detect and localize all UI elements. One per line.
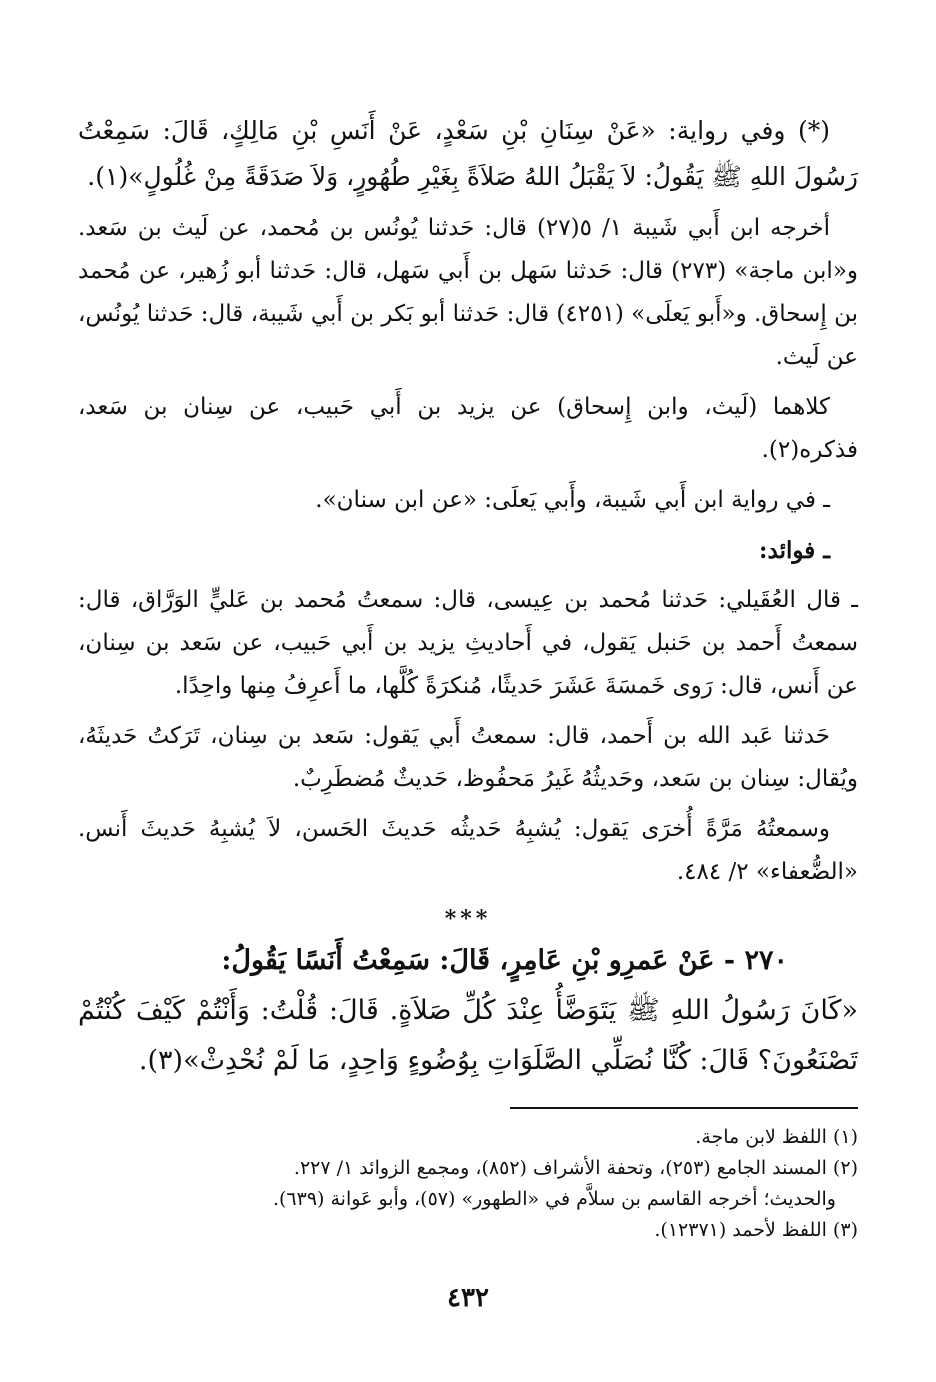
fawaid-heading: ـ فوائد:	[759, 537, 830, 564]
footnote-divider	[510, 1107, 858, 1109]
chain-paragraph: كلاهما (لَيث، وابن إِسحاق) عن يزيد بن أَبي حَبيب، عن سِنان بن سَعد، فذكره(٢).	[78, 394, 858, 463]
hadith-heading: ٢٧٠ - عَنْ عَمرِو بْنِ عَامِرٍ، قَالَ: سَمِعْتُ أَنَسًا يَقُولُ:	[221, 945, 788, 976]
footnote-2: (٢) المسند الجامع (٢٥٣)، وتحفة الأشراف (٨٥٢)، ومجمع الزوائد ١/ ٢٢٧.	[293, 1157, 858, 1179]
footnote-2-continuation: والحديث؛ أخرجه القاسم بن سلاَّم في «الطهور» (٥٧)، وأبو عَوانة (٦٣٩).	[272, 1188, 836, 1210]
footnote-1: (١) اللفظ لابن ماجة.	[695, 1126, 858, 1148]
abdullah-paragraph: حَدثنا عَبد الله بن أَحمد، قال: سمعتُ أَبي يَقول: سَعد بن سِنان، تَرَكتُ حَديثَهُ، ويُقال: سِنان بن سَعد، وحَديثُهُ غَيرُ مَحفُوظ، حَديثٌ مُضطَرِبٌ.	[78, 723, 858, 792]
footnotes	[78, 1122, 858, 1246]
uqayli-paragraph: ـ قال العُقَيلي: حَدثنا مُحمد بن عِيسى، قال: سمعتُ مُحمد بن عَليٍّ الوَرَّاق، قال: سمعتُ أَحمد بن حَنبل يَقول، في أَحاديثِ يزيد بن أَبي حَبيب، عن سَعد بن سِنان، عن أَنس، قال: رَوى خَمسَةَ عَشَرَ حَديثًا، مُنكرَةً كُلَّها، ما أَعرِفُ مِنها واحِدًا.	[78, 587, 858, 699]
section-separator: ***	[444, 906, 492, 932]
takhrij-paragraph: أخرجه ابن أَبي شَيبة ١/ ٥(٢٧) قال: حَدثنا يُونُس بن مُحمد، عن لَيث بن سَعد. و«ابن ماجة» (٢٧٣) قال: حَدثنا سَهل بن أَبي سَهل، قال: حَدثنا أبو زُهير، عن مُحمد بن إِسحاق. و«أَبو يَعلَى» (٤٢٥١) قال: حَدثنا أبو بَكر بن أَبي شَيبة، قال: حَدثنا يُونُس، عن لَيث.	[78, 215, 858, 370]
variant-narration-paragraph: (*) وفي رواية: «عَنْ سِنَانِ بْنِ سَعْدٍ، عَنْ أَنَسِ بْنِ مَالِكٍ، قَالَ: سَمِعْتُ رَسُولَ اللهِ ﷺ يَقُولُ: لاَ يَقْبَلُ اللهُ صَلاَةً بِغَيْرِ طُهُورٍ، وَلاَ صَدَقَةً مِنْ غُلُولٍ»(١).	[78, 116, 858, 191]
second-hearing-paragraph: وسمعتُهُ مَرَّةً أُخرَى يَقول: يُشبِهُ حَديثُه حَديثَ الحَسن، لاَ يُشبِهُ حَديثَ أَنس. «الضُّعفاء» ٢/ ٤٨٤.	[78, 816, 858, 885]
footnote-3: (٣) اللفظ لأحمد (١٢٣٧١).	[654, 1219, 858, 1241]
page-number: ٤٣٢	[447, 1283, 489, 1313]
hadith-text: «كَانَ رَسُولُ اللهِ ﷺ يَتَوَضَّأُ عِنْدَ كُلِّ صَلاَةٍ. قَالَ: قُلْتُ: وَأَنْتُمْ كَيْفَ كُنْتُمْ تَصْنَعُونَ؟ قَالَ: كُنَّا نُصَلِّي الصَّلَوَاتِ بِوُضُوءٍ وَاحِدٍ، مَا لَمْ نُحْدِثْ»(٣).	[78, 995, 858, 1076]
page-body	[78, 108, 858, 1086]
variant-note-paragraph: ـ في رواية ابن أَبي شَيبة، وأَبي يَعلَى: «عن ابن سنان».	[315, 487, 830, 513]
